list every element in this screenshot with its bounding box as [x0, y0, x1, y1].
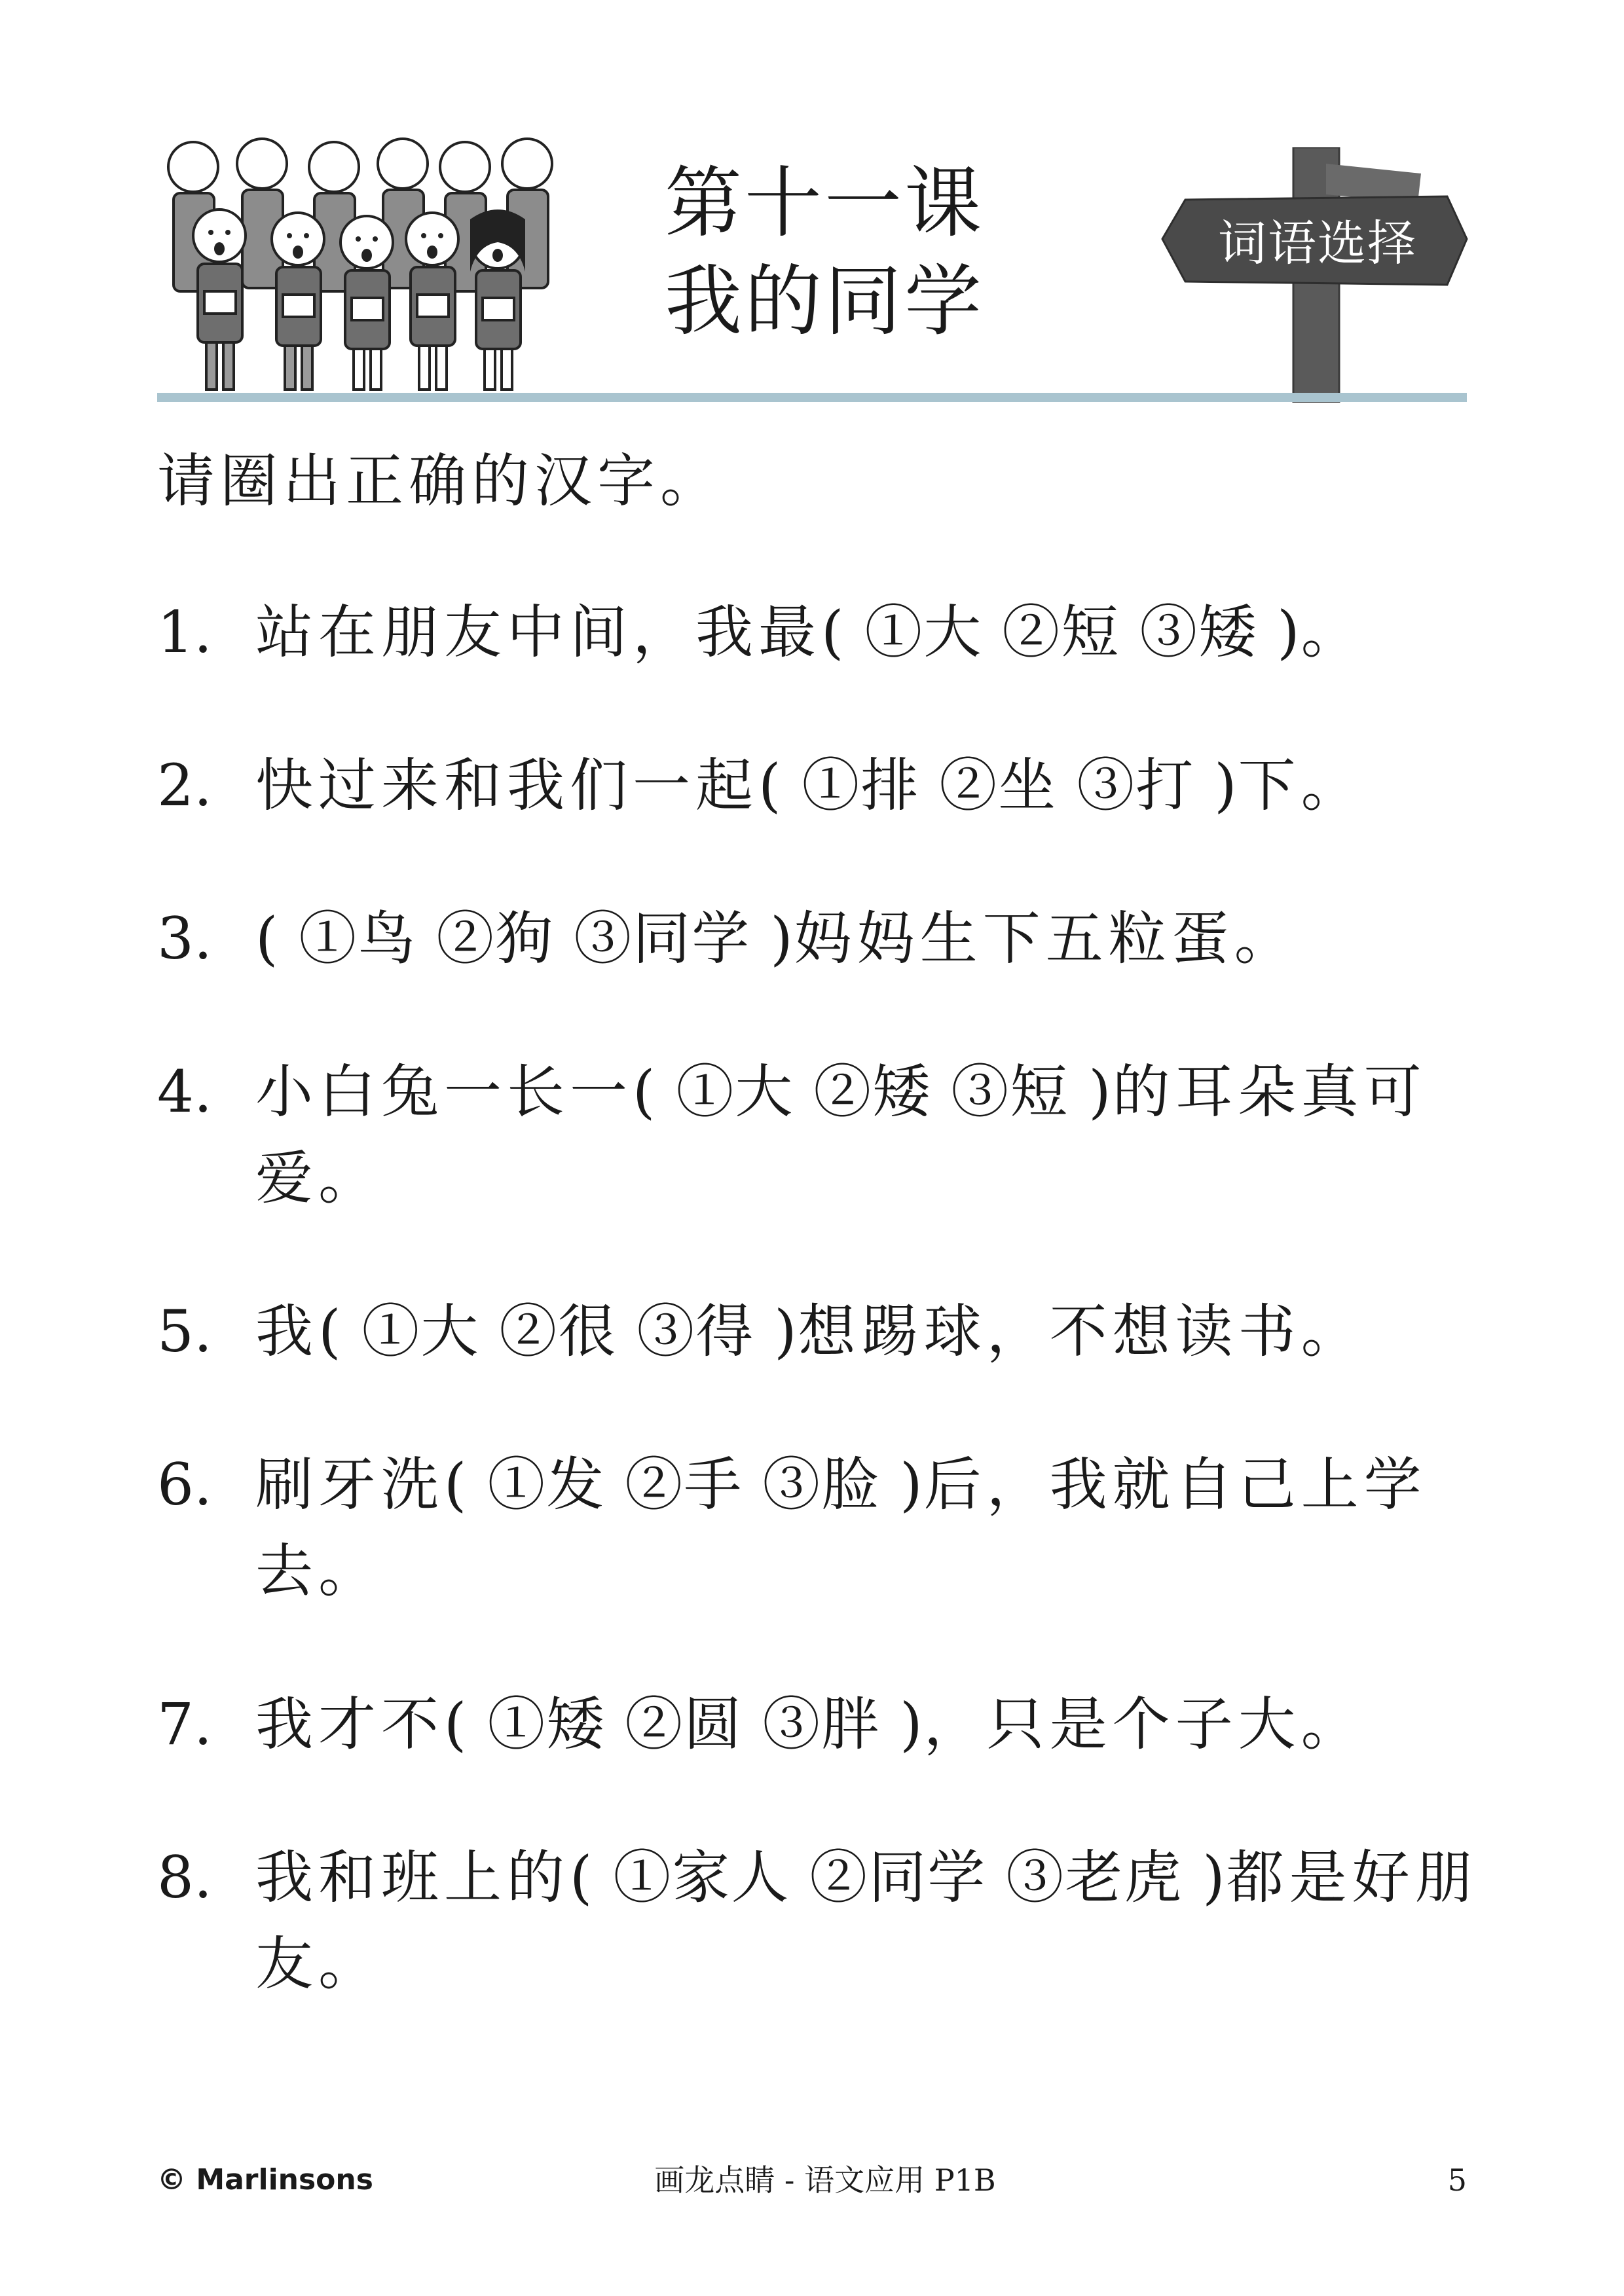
- answer-options[interactable]: ( ①鸟 ②狗 ③同学 ): [255, 905, 794, 972]
- question-number: 4.: [157, 1058, 212, 1125]
- answer-options[interactable]: ( ①矮 ②圆 ③胖 ): [444, 1690, 924, 1758]
- answer-options[interactable]: ( ①排 ②坐 ③打 ): [758, 752, 1238, 819]
- publisher-brand: © Marlinsons: [157, 2163, 373, 2196]
- answer-options[interactable]: ( ①大 ②很 ③得 ): [318, 1298, 798, 1365]
- question-item: [157, 1681, 1486, 1768]
- page-header: [0, 0, 1624, 419]
- children-choir-illustration: [157, 128, 563, 396]
- question-number: 2.: [157, 752, 212, 819]
- header-divider: [157, 393, 1467, 402]
- lesson-topic: 我的同学: [665, 256, 985, 346]
- question-text: 站在朋友中间，我最: [255, 598, 822, 666]
- question-text-end: 想踢球，不想读书。: [798, 1298, 1364, 1365]
- question-item: [157, 1049, 1486, 1222]
- question-number: 8.: [157, 1844, 212, 1911]
- question-list: [157, 589, 1486, 2007]
- page-number: 5: [1447, 2162, 1467, 2198]
- question-text: 我和班上的: [255, 1844, 570, 1911]
- question-text: 我: [255, 1298, 319, 1365]
- question-text: 小白兔一长一: [255, 1058, 633, 1125]
- question-number: 6.: [157, 1451, 212, 1518]
- answer-options[interactable]: ( ①发 ②手 ③脸 ): [444, 1451, 924, 1518]
- answer-options[interactable]: ( ①大 ②短 ③矮 ): [821, 598, 1301, 666]
- question-text-end: 的耳朵真可爱。: [255, 1058, 1427, 1212]
- question-number: 3.: [157, 905, 212, 972]
- lesson-number: 第十一课: [665, 158, 985, 248]
- question-number: 1.: [157, 598, 212, 666]
- question-text-end: 都是好朋友。: [255, 1844, 1478, 1997]
- question-number: 7.: [157, 1690, 212, 1758]
- instruction-text: 请圈出正确的汉字。: [157, 447, 724, 515]
- question-item: [157, 1288, 1486, 1375]
- question-text-end: 后，我就自己上学去。: [255, 1451, 1427, 1605]
- question-text-end: ，只是个子大。: [923, 1690, 1364, 1758]
- question-text: 我才不: [255, 1690, 445, 1758]
- question-text-end: 妈妈生下五粒蛋。: [794, 905, 1297, 972]
- answer-options[interactable]: ( ①家人 ②同学 ③老虎 ): [570, 1844, 1227, 1911]
- question-item: [157, 896, 1486, 982]
- question-text-end: 。: [1301, 598, 1364, 666]
- question-item: [157, 1834, 1486, 2007]
- book-title: 画龙点睛 - 语文应用 P1B: [654, 2162, 996, 2198]
- question-text: 刷牙洗: [255, 1451, 445, 1518]
- answer-options[interactable]: ( ①大 ②矮 ③短 ): [633, 1058, 1113, 1125]
- question-item: [157, 742, 1486, 829]
- question-item: [157, 589, 1486, 676]
- question-item: [157, 1442, 1486, 1614]
- question-text-end: 下。: [1238, 752, 1364, 819]
- question-number: 5.: [157, 1298, 212, 1365]
- lesson-title: [665, 154, 1031, 350]
- sign-label: 词语选择: [1218, 215, 1417, 272]
- question-text: 快过来和我们一起: [255, 752, 759, 819]
